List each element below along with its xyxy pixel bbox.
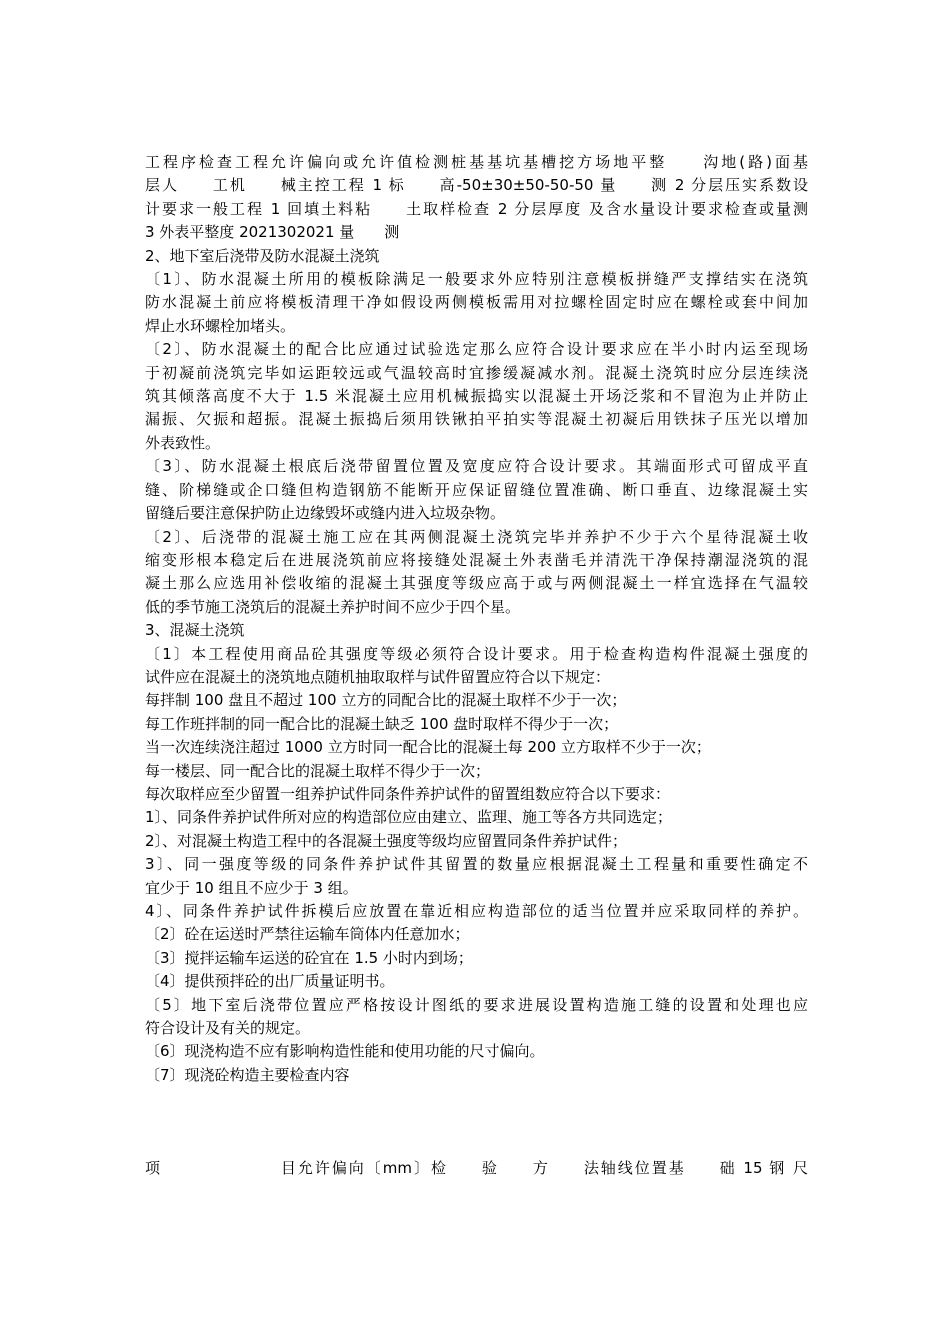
text-line: 〔6〕现浇构造不应有影响构造性能和使用功能的尺寸偏向。 [145, 1042, 545, 1061]
text-line: 试件应在混凝土的浇筑地点随机抽取取样与试件留置应符合以下规定： [145, 667, 611, 686]
text-line: 〔2〕、防水混凝土的配合比应通过试验选定那么应符合设计要求应在半小时内运至现场 [145, 340, 808, 359]
text-line: 每次取样应至少留置一组养护试件同条件养护试件的留置组数应符合以下要求： [145, 784, 671, 803]
text-line: 低的季节施工浇筑后的混凝土养护时间不应少于四个星。 [145, 597, 521, 616]
text-line: 3〕、同一强度等级的同条件养护试件其留置的数量应根据混凝土工程量和重要性确定不 [145, 855, 808, 874]
text-line: 3 外表平整度 2021302021 量 测 [145, 223, 400, 242]
text-line: 〔3〕、防水混凝土根底后浇带留置位置及宽度应符合设计要求。其端面形式可留成平直 [145, 457, 808, 476]
text-line: 凝土那么应选用补偿收缩的混凝土其强度等级应高于或与两侧混凝土一样宜选择在气温较 [145, 574, 808, 593]
text-line: 4〕、同条件养护试件拆模后应放置在靠近相应构造部位的适当位置并应采取同样的养护。 [145, 902, 808, 920]
text-line: 每一楼层、同一配合比的混凝土取样不得少于一次； [145, 761, 491, 780]
text-line: 2、地下室后浇带及防水混凝土浇筑 [145, 246, 380, 265]
text-line: 于初凝前浇筑完毕如运距较远或气温较高时宜掺缓凝减水剂。混凝土浇筑时应分层连续浇 [145, 363, 808, 382]
text-line: 外表致性。 [145, 433, 221, 452]
text-line: 缩变形根本稳定后在进展浇筑前应将接缝处混凝土外表凿毛并清洗干净保持潮湿浇筑的混 [145, 550, 808, 569]
text-line: 〔1〕本工程使用商品砼其强度等级必须符合设计要求。用于检查构造构件混凝土强度的 [145, 644, 808, 663]
text-line: 漏振、欠振和超振。混凝土振捣后须用铁锹拍平拍实等混凝土初凝后用铁抹子压光以增加 [145, 410, 808, 429]
text-line: 每拌制 100 盘且不超过 100 立方的同配合比的混凝土取样不少于一次； [145, 691, 627, 710]
text-line: 每工作班拌制的同一配合比的混凝土缺乏 100 盘时取样不得少于一次； [145, 714, 619, 733]
text-line: 层人 工机 械主控工程 1 标 高-50±30±50-50-50 量 测 2 分层压实系数设 [145, 176, 808, 195]
text-line: 1〕、同条件养护试件所对应的构造部位应由建立、监理、施工等各方共同选定； [145, 808, 673, 827]
text-line: 符合设计及有关的规定。 [145, 1019, 311, 1038]
table-header-line: 项 目允许偏向〔mm〕检 验 方 法轴线位置基 础 15 钢 尺 [145, 1159, 808, 1178]
text-line: 当一次连续浇注超过 1000 立方时同一配合比的混凝土每 200 立方取样不少于一次； [145, 738, 711, 757]
text-line: 工程序检查工程允许偏向或允许值检测桩基基坑基槽挖方场地平整 沟地(路)面基 [145, 153, 808, 171]
text-line: 防水混凝土前应将模板清理干净如假设两侧模板需用对拉螺栓固定时应在螺栓或套中间加 [145, 293, 808, 312]
text-line: 〔7〕现浇砼构造主要检查内容 [145, 1065, 350, 1084]
text-line: 〔2〕砼在运送时严禁往运输车筒体内任意加水； [145, 925, 470, 944]
text-line: 留缝后要注意保护防止边缘毁坏或缝内进入垃圾杂物。 [145, 504, 506, 523]
text-line: 〔5〕地下室后浇带位置应严格按设计图纸的要求进展设置构造施工缝的设置和处理也应 [145, 995, 808, 1014]
text-line: 焊止水环螺栓加堵头。 [145, 316, 296, 335]
text-line: 3、混凝土浇筑 [145, 621, 245, 640]
text-line: 计要求一般工程 1 回填土料粘 土取样检查 2 分层厚度 及含水量设计要求检查或量测 [145, 199, 808, 218]
text-line: 〔4〕提供预拌砼的出厂质量证明书。 [145, 972, 395, 991]
text-line: 宜少于 10 组且不应少于 3 组。 [145, 878, 358, 897]
text-line: 缝、阶梯缝或企口缝但构造钢筋不能断开应保证留缝位置准确、断口垂直、边缘混凝土实 [145, 480, 808, 499]
text-line: 筑其倾落高度不大于 1.5 米混凝土应用机械振捣实以混凝土开场泛浆和不冒泡为止并防止 [145, 387, 808, 406]
section-gap [145, 1087, 808, 1157]
document-body [145, 151, 808, 1087]
text-line: 〔2〕、后浇带的混凝土施工应在其两侧混凝土浇筑完毕并养护不少于六个星待混凝土收 [145, 527, 808, 546]
text-line: 〔1〕、防水混凝土所用的模板除满足一般要求外应特别注意模板拼缝严支撑结实在浇筑 [145, 270, 808, 289]
text-line: 〔3〕搅拌运输车运送的砼宜在 1.5 小时内到场； [145, 948, 473, 967]
text-line: 2〕、对混凝土构造工程中的各混凝土强度等级均应留置同条件养护试件； [145, 831, 628, 850]
